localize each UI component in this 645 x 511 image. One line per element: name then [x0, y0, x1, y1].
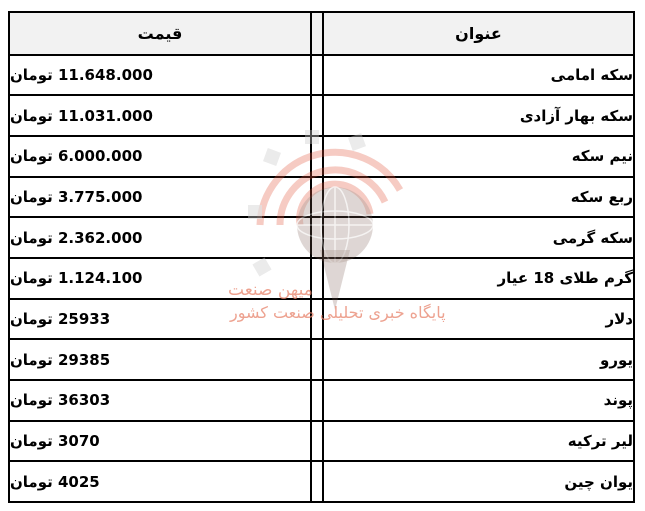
row-title: سکه بهار آزادی — [324, 96, 635, 137]
column-gap — [312, 340, 324, 381]
table-row — [10, 137, 635, 178]
price-table-container — [8, 11, 633, 503]
header-price: قیمت — [10, 13, 312, 56]
row-title: ربع سکه — [324, 178, 635, 219]
column-gap — [312, 56, 324, 97]
table-row — [10, 56, 635, 97]
table-row — [10, 381, 635, 422]
column-gap — [312, 178, 324, 219]
table-row — [10, 422, 635, 463]
column-gap — [312, 218, 324, 259]
watermark-tagline: پایگاه خبری تحلیلی صنعت کشور — [230, 303, 446, 322]
column-gap — [312, 13, 324, 56]
row-title: سکه امامی — [324, 56, 635, 97]
column-gap — [312, 422, 324, 463]
row-title: نیم سکه — [324, 137, 635, 178]
row-title: لیر ترکیه — [324, 422, 635, 463]
table-row — [10, 259, 635, 300]
row-price: 36303 تومان — [10, 381, 312, 422]
table-row — [10, 340, 635, 381]
price-table — [8, 11, 635, 503]
row-price: 3.775.000 تومان — [10, 178, 312, 219]
row-price: 3070 تومان — [10, 422, 312, 463]
row-price: 25933 تومان — [10, 300, 312, 341]
table-row — [10, 462, 635, 503]
table-row — [10, 96, 635, 137]
column-gap — [312, 96, 324, 137]
row-price: 6.000.000 تومان — [10, 137, 312, 178]
column-gap — [312, 381, 324, 422]
row-title: گرم طلای 18 عیار — [324, 259, 635, 300]
row-price: 11.648.000 تومان — [10, 56, 312, 97]
row-price: 4025 تومان — [10, 462, 312, 503]
row-title: سکه گرمی — [324, 218, 635, 259]
row-title: یورو — [324, 340, 635, 381]
table-row — [10, 218, 635, 259]
row-price: 11.031.000 تومان — [10, 96, 312, 137]
header-title: عنوان — [324, 13, 635, 56]
watermark-brand: میهن صنعت — [228, 280, 313, 300]
row-price: 2.362.000 تومان — [10, 218, 312, 259]
row-title: پوند — [324, 381, 635, 422]
row-title: یوان چین — [324, 462, 635, 503]
column-gap — [312, 462, 324, 503]
row-price: 1.124.100 تومان — [10, 259, 312, 300]
row-title: دلار — [324, 300, 635, 341]
row-price: 29385 تومان — [10, 340, 312, 381]
column-gap — [312, 137, 324, 178]
table-row — [10, 178, 635, 219]
table-header-row — [10, 13, 635, 56]
column-gap — [312, 259, 324, 300]
